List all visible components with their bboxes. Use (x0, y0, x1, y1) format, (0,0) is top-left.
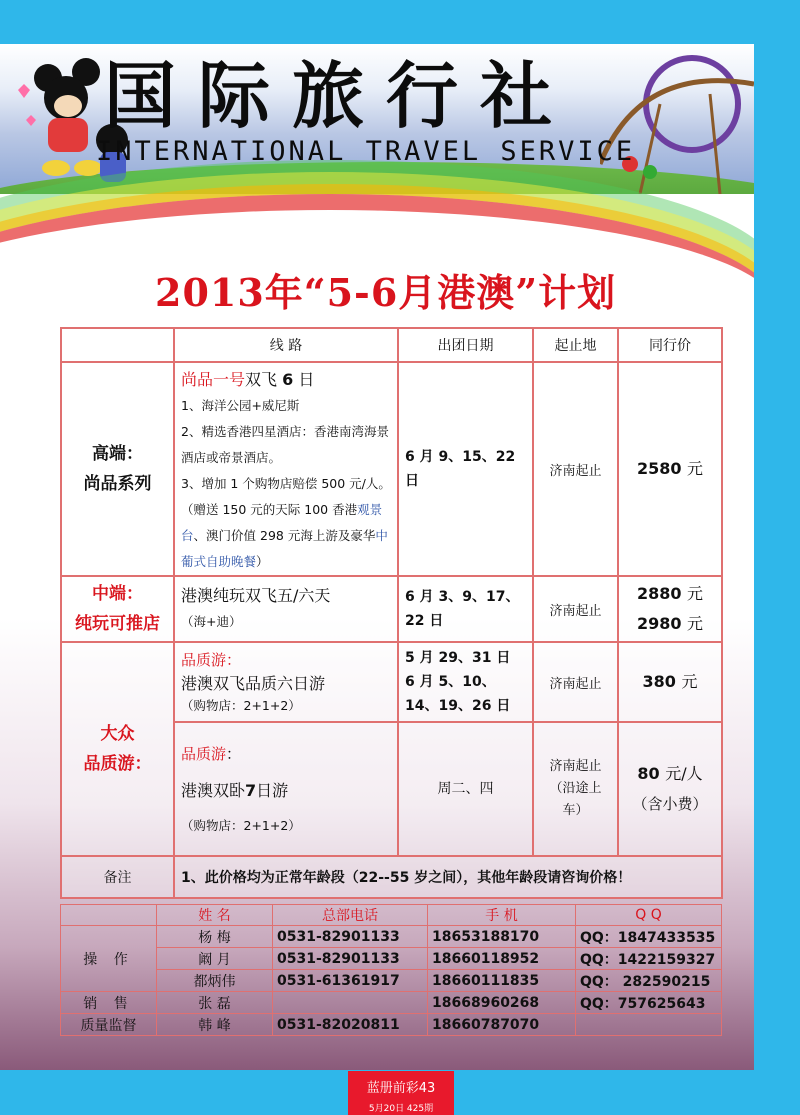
contact-header-qq: Q Q (576, 905, 722, 926)
origin-line: 济南起止 (549, 759, 602, 774)
price-unit: 元 (687, 614, 704, 633)
route-note: （购物店：2+1+2） (181, 698, 301, 713)
header-blank (61, 328, 174, 362)
contact-qq: QQ：1847433535 (576, 926, 722, 948)
origin-high-end: 济南起止 (533, 362, 618, 576)
origin-popular-1: 济南起止 (533, 642, 618, 722)
contact-name: 韩 峰 (157, 1014, 273, 1036)
contact-group-label: 质量监督 (61, 1014, 157, 1036)
gift-highlight: 中葡式自助晚餐 (181, 528, 388, 569)
contact-group-label: 操 作 (61, 926, 157, 992)
table-row-popular-1 (61, 642, 722, 722)
contact-header-mobile: 手 机 (428, 905, 576, 926)
itinerary-table (60, 327, 723, 899)
route-name-text: 港澳双卧 (181, 781, 246, 800)
price-line (625, 579, 715, 609)
route-gift-line (181, 497, 391, 575)
route-tag: 品质游： (181, 651, 242, 669)
contact-name: 阚 月 (157, 948, 273, 970)
plan-title: 2013年“5-6月港澳”计划 (155, 270, 617, 315)
contact-header-row (61, 905, 722, 926)
route-popular-2 (174, 722, 398, 856)
route-name: 港澳纯玩双飞五/六天 (181, 586, 331, 605)
origin-mid-end: 济南起止 (533, 576, 618, 642)
price-line (625, 759, 715, 789)
route-tag-text: 品质游 (181, 745, 227, 763)
contact-phone (273, 992, 428, 1014)
contact-phone: 0531-82020811 (273, 1014, 428, 1036)
route-days: 6 (282, 370, 294, 389)
table-row-remark (61, 856, 722, 898)
origin-popular-2 (533, 722, 618, 856)
contact-mobile: 18668960268 (428, 992, 576, 1014)
contact-mobile: 18660787070 (428, 1014, 576, 1036)
route-line: 1、海洋公园+威尼斯 (181, 398, 300, 413)
price-popular-1 (618, 642, 722, 722)
route-day-unit: 日 (298, 370, 315, 389)
table-row-mid-end (61, 576, 722, 642)
contact-phone: 0531-82901133 (273, 948, 428, 970)
remark-label: 备注 (61, 856, 174, 898)
contact-row (61, 992, 722, 1014)
category-high-end (61, 362, 174, 576)
price-value: 2880 (636, 584, 682, 603)
contact-row (61, 948, 722, 970)
footer-page-label: 蓝册前彩43 (366, 1081, 436, 1096)
contact-phone: 0531-82901133 (273, 926, 428, 948)
contact-header-blank (61, 905, 157, 926)
route-note: （海+迪） (181, 614, 242, 629)
route-tag-colon: ： (226, 745, 242, 763)
table-row-high-end (61, 362, 722, 576)
contact-row (61, 970, 722, 992)
price-value: 80 (637, 764, 660, 783)
header-origin: 起止地 (533, 328, 618, 362)
contact-name: 张 磊 (157, 992, 273, 1014)
category-line: 大众 (100, 724, 135, 744)
route-title (181, 367, 391, 393)
contact-qq: QQ：1422159327 (576, 948, 722, 970)
price-unit: 元 (681, 672, 698, 691)
top-blue-strip (0, 0, 800, 44)
header-banner (0, 44, 754, 194)
gift-text: ） (256, 554, 269, 569)
price-unit: 元 (687, 584, 704, 603)
price-popular-2 (618, 722, 722, 856)
header-route: 线 路 (174, 328, 398, 362)
dates-popular-1 (398, 642, 533, 722)
route-popular-1 (174, 642, 398, 722)
contact-mobile: 18653188170 (428, 926, 576, 948)
contact-qq (576, 1014, 722, 1036)
price-value: 380 (642, 672, 676, 691)
route-line: 3、增加 1 个购物店赔偿 500 元/人。 (181, 476, 391, 491)
price-mid-end (618, 576, 722, 642)
contact-row (61, 926, 722, 948)
contact-group-label: 销 售 (61, 992, 157, 1014)
remark-text: 1、此价格均为正常年龄段（22--55 岁之间），其他年龄段请咨询价格！ (174, 856, 722, 898)
category-line: 中端： (92, 584, 143, 604)
contact-name: 杨 梅 (157, 926, 273, 948)
price-unit: 元 (687, 459, 704, 478)
date-line: 5 月 29、31 日 (405, 650, 511, 666)
contact-mobile: 18660111835 (428, 970, 576, 992)
price-value: 2580 (636, 459, 682, 478)
category-line: 品质游： (83, 754, 152, 774)
contact-qq: QQ： 282590215 (576, 970, 722, 992)
contact-qq: QQ：757625643 (576, 992, 722, 1014)
gift-highlight: 观景台 (181, 502, 383, 543)
price-note: （含小费） (632, 795, 708, 813)
route-high-end (174, 362, 398, 576)
contact-table (60, 904, 722, 1036)
route-line: 2、精选香港四星酒店：香港南湾海景酒店或帝景酒店。 (181, 424, 389, 465)
agency-title-english: INTERNATIONAL TRAVEL SERVICE (96, 136, 636, 167)
dates-mid-end: 6 月 3、9、17、22 日 (398, 576, 533, 642)
header-price: 同行价 (618, 328, 722, 362)
gift-text: 、澳门价值 298 元海上游及豪华 (193, 528, 376, 543)
route-note: （购物店：2+1+2） (181, 818, 301, 833)
category-mid-end (61, 576, 174, 642)
price-value: 2980 (636, 614, 682, 633)
route-mid-end (174, 576, 398, 642)
route-name-red: 尚品一号 (181, 370, 246, 389)
category-line: 纯玩可推店 (75, 614, 160, 634)
contact-mobile: 18660118952 (428, 948, 576, 970)
route-name: 双飞 (245, 370, 278, 389)
table-header-row (61, 328, 722, 362)
price-high-end (618, 362, 722, 576)
gift-text: （赠送 150 元的天际 100 香港 (181, 502, 358, 517)
dates-high-end: 6 月 9、15、22 日 (398, 362, 533, 576)
route-tag (181, 739, 391, 769)
header-date: 出团日期 (398, 328, 533, 362)
date-line: 6 月 5、10、14、19、26 日 (405, 674, 511, 714)
page-footer (348, 1071, 454, 1115)
contact-header-phone: 总部电话 (273, 905, 428, 926)
category-line: 高端： (92, 444, 143, 464)
dates-popular-2: 周二、四 (398, 722, 533, 856)
contact-row (61, 1014, 722, 1036)
category-line: 尚品系列 (83, 474, 152, 494)
price-line (625, 609, 715, 639)
contact-header-name: 姓 名 (157, 905, 273, 926)
contact-phone: 0531-61361917 (273, 970, 428, 992)
route-name (181, 769, 391, 813)
route-name-text: 日游 (256, 781, 289, 800)
footer-issue: 5月20日 425期 (368, 1104, 434, 1114)
agency-title-chinese: 国际旅行社 (104, 54, 575, 138)
origin-line: （沿途上车） (549, 781, 602, 818)
category-popular (61, 642, 174, 856)
price-unit: 元/人 (665, 764, 703, 783)
route-name-num: 7 (245, 781, 257, 800)
contact-name: 都炳伟 (157, 970, 273, 992)
route-name: 港澳双飞品质六日游 (181, 674, 326, 693)
